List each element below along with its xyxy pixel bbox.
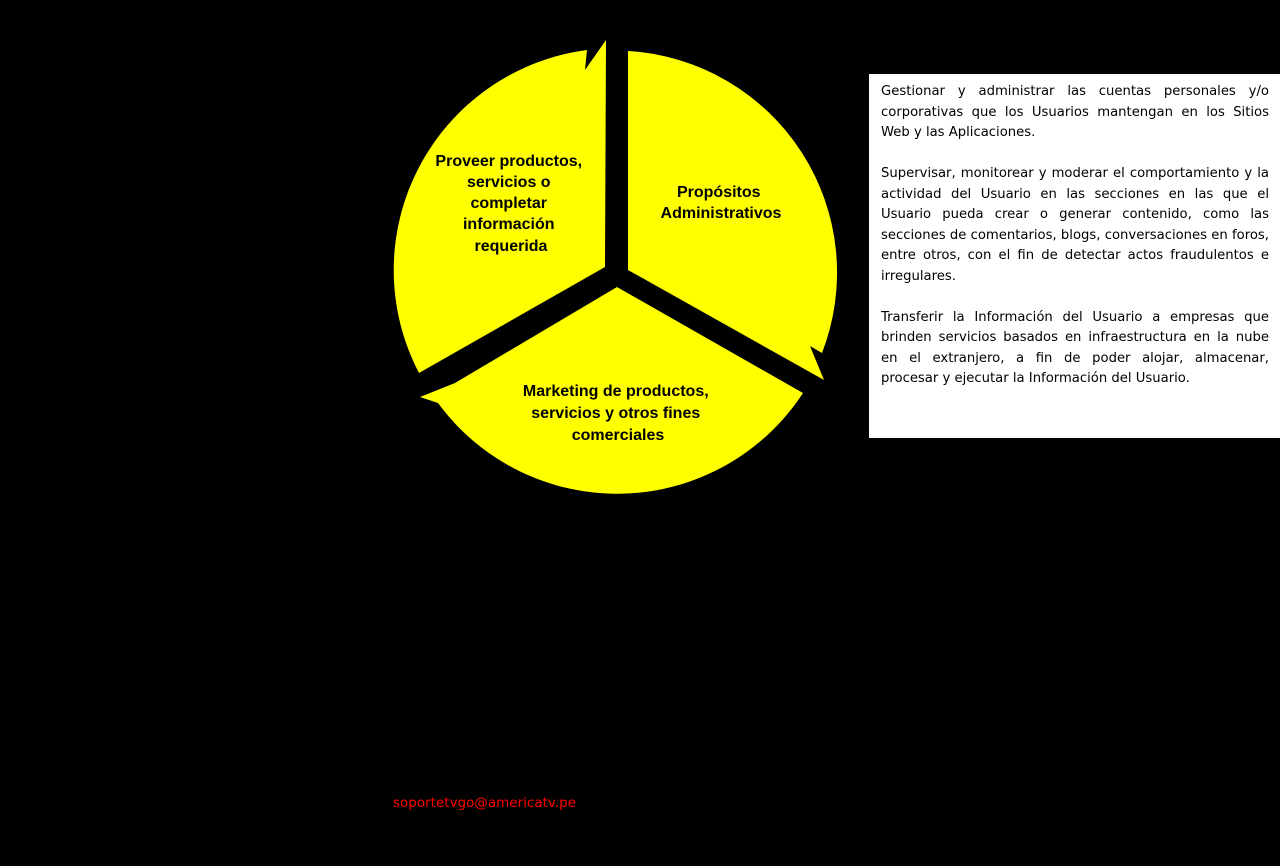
- segment-left-line: Proveer productos,: [435, 153, 583, 170]
- segment-left-line: servicios o: [466, 174, 551, 191]
- segment-left-line: información: [462, 216, 555, 233]
- description-paragraph-moderation: Supervisar, monitorear y moderar el comportamiento y la actividad del Usuario en las secciones en las que el Usuario pueda crear o generar contenido, como las secciones de comentarios, blogs, conversaciones en foros, entre otros, con el fin de detectar actos fraudulentos e irregulares.: [881, 166, 1269, 284]
- segment-bottom-line: comerciales: [571, 427, 665, 444]
- segment-bottom-line: servicios y otros fines: [531, 405, 701, 422]
- segment-bottom-line: Marketing de productos,: [522, 383, 709, 400]
- segment-right-line: Propósitos: [676, 184, 761, 201]
- segment-left-line: completar: [470, 195, 548, 212]
- description-box: [869, 74, 1280, 438]
- description-paragraph-accounts: Gestionar y administrar las cuentas personales y/o corporativas que los Usuarios mantengan en los Sitios Web y las Aplicaciones.: [881, 84, 1269, 140]
- segment-left-line: requerida: [474, 238, 548, 255]
- segment-right-line: Administrativos: [660, 205, 782, 222]
- contact-email[interactable]: soportetvgo@americatv.pe: [393, 795, 577, 811]
- description-paragraph-transfer: Transferir la Información del Usuario a empresas que brinden servicios basados en infraestructura en la nube en el extranjero, a fin de poder alojar, almacenar, procesar y ejecutar la Información del Usuario.: [881, 309, 1269, 386]
